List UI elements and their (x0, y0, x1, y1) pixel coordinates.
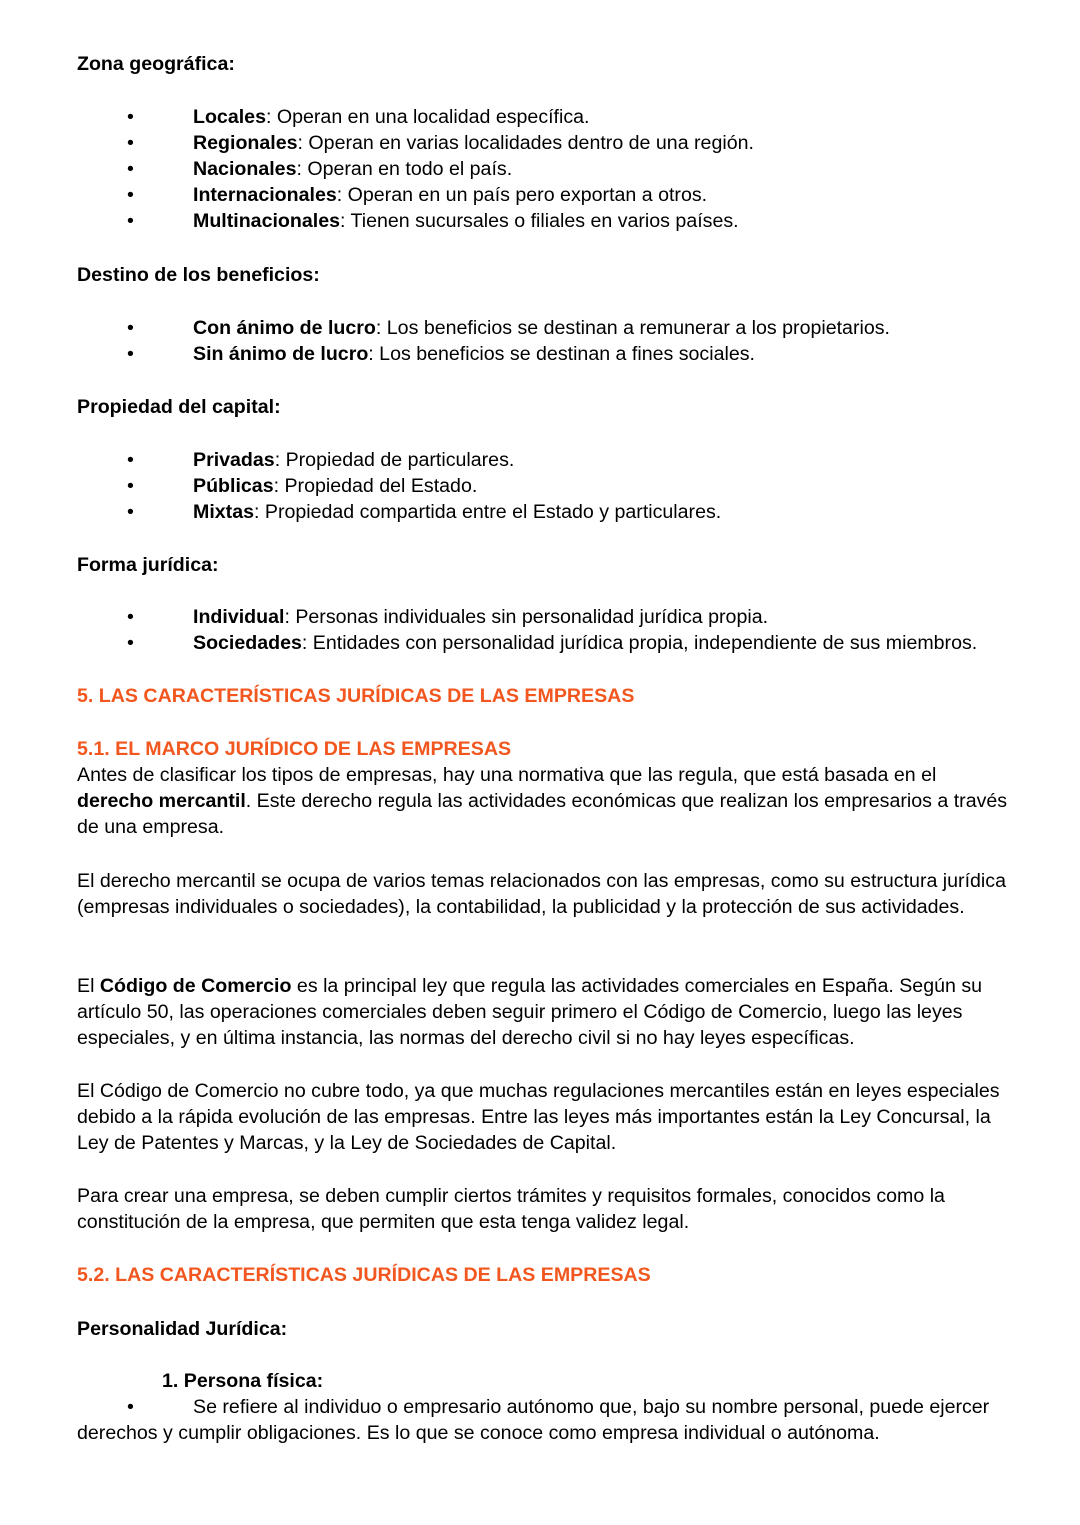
item-desc: : Operan en un país pero exportan a otros. (336, 184, 708, 206)
heading-destino-beneficios: Destino de los beneficios: (77, 264, 320, 286)
bullet-icon: • (127, 449, 134, 471)
list-item (0, 341, 1010, 367)
section-5-1-title: 5.1. EL MARCO JURÍDICO DE LAS EMPRESAS (77, 738, 512, 760)
paragraph: Para crear una empresa, se deben cumplir ciertos trámites y requisitos formales, conocidos como la constitución de la empresa, que permiten que esta tenga validez legal. (77, 1185, 945, 1234)
bullet-icon: • (127, 343, 134, 365)
list-item (0, 630, 1010, 656)
item-term: Regionales (193, 132, 298, 154)
item-term: Internacionales (193, 184, 337, 206)
item-term: Mixtas (193, 501, 254, 523)
item-desc: : Tienen sucursales o filiales en varios países. (339, 210, 739, 232)
item-term: Con ánimo de lucro (193, 317, 376, 339)
item-term: Sociedades (193, 632, 302, 654)
item-term: Privadas (193, 449, 275, 471)
list-item (0, 447, 1010, 473)
bullet-icon: • (127, 184, 134, 206)
paragraph: El derecho mercantil se ocupa de varios temas relacionados con las empresas, como su estructura jurídica (empresas individuales o sociedades), la contabilidad, la publicidad y la protección de sus actividades. (77, 870, 1006, 919)
paragraph: El Código de Comercio no cubre todo, ya que muchas regulaciones mercantiles están en leyes especiales debido a la rápida evolución de las empresas. Entre las leyes más importantes están la Ley Concursal, la Ley de Patentes y Marcas, y la Ley de Sociedades de Capital. (77, 1080, 1000, 1155)
bullet-icon: • (127, 317, 134, 339)
list-item (0, 156, 1010, 182)
paragraph: El Código de Comercio es la principal ley que regula las actividades comerciales en España. Según su artículo 50, las operaciones comerciales deben seguir primero el Código de Comercio, luego las leyes especiales, y en última instancia, las normas del derecho civil si no hay leyes específicas. (77, 975, 983, 1050)
paragraph: Se refiere al individuo o empresario autónomo que, bajo su nombre personal, puede ejercer derechos y cumplir obligaciones. Es lo que se conoce como empresa individual o autónoma. (77, 1396, 990, 1445)
item-term: Locales (193, 106, 266, 128)
list-item (0, 499, 1010, 525)
paragraph: Antes de clasificar los tipos de empresas, hay una normativa que las regula, que está basada en el derecho mercantil. Este derecho regula las actividades económicas que realizan los empresarios a través de una empresa. (77, 764, 1008, 839)
item-term: Sin ánimo de lucro (193, 343, 369, 365)
list-item (0, 315, 1010, 341)
bullet-icon: • (127, 132, 134, 154)
section-5-title: 5. LAS CARACTERÍSTICAS JURÍDICAS DE LAS EMPRESAS (77, 685, 635, 707)
item-desc: : Operan en una localidad específica. (265, 106, 590, 128)
bullet-icon: • (127, 606, 134, 628)
bullet-icon: • (127, 475, 134, 497)
item-desc: : Entidades con personalidad jurídica propia, independiente de sus miembros. (301, 632, 978, 654)
item-desc: : Operan en todo el país. (296, 158, 513, 180)
numbered-item-persona-fisica: 1. Persona física: (162, 1370, 324, 1392)
item-term: Individual (193, 606, 285, 628)
item-desc: : Operan en varias localidades dentro de una región. (297, 132, 754, 154)
bullet-icon: • (127, 501, 134, 523)
item-desc: : Propiedad compartida entre el Estado y particulares. (253, 501, 722, 523)
item-desc: : Los beneficios se destinan a fines sociales. (368, 343, 755, 365)
item-desc: : Personas individuales sin personalidad jurídica propia. (284, 606, 769, 628)
list-item (0, 182, 1010, 208)
list-item (0, 604, 1010, 630)
item-term: Multinacionales (193, 210, 340, 232)
bullet-icon: • (127, 632, 134, 654)
section-5-2-title: 5.2. LAS CARACTERÍSTICAS JURÍDICAS DE LAS EMPRESAS (77, 1264, 651, 1286)
heading-zona-geografica: Zona geográfica: (77, 53, 235, 75)
item-term: Públicas (193, 475, 274, 497)
item-desc: : Propiedad del Estado. (273, 475, 478, 497)
item-desc: : Los beneficios se destinan a remunerar a los propietarios. (375, 317, 890, 339)
list-item (0, 473, 1010, 499)
heading-personalidad-juridica: Personalidad Jurídica: (77, 1318, 288, 1340)
list-item (0, 104, 1010, 130)
item-term: Nacionales (193, 158, 297, 180)
bullet-icon: • (127, 158, 134, 180)
bullet-icon: • (127, 1396, 134, 1418)
bullet-icon: • (127, 106, 134, 128)
item-desc: : Propiedad de particulares. (274, 449, 515, 471)
list-item (0, 208, 1010, 234)
heading-propiedad-capital: Propiedad del capital: (77, 396, 281, 418)
heading-forma-juridica: Forma jurídica: (77, 554, 219, 576)
list-item (0, 130, 1010, 156)
bullet-icon: • (127, 210, 134, 232)
